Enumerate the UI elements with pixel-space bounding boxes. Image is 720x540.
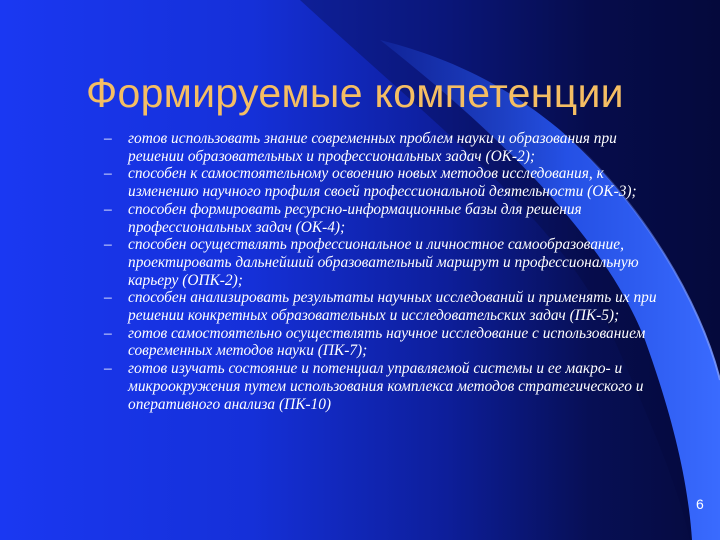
bullet-dash: – (104, 289, 112, 307)
slide-title: Формируемые компетенции (86, 70, 624, 116)
list-item-text: способен формировать ресурсно-информационные базы для решения профессиональных задач (ОК-4); (128, 200, 582, 236)
bullet-dash: – (104, 200, 112, 218)
list-item-text: способен анализировать результаты научных исследований и применять их при решении конкретных образовательных и исследовательских задач (ПК-5); (128, 289, 657, 325)
list-item (104, 201, 664, 236)
list-item-text: способен осуществлять профессиональное и личностное самообразование, проектировать дальнейший образовательный маршрут и профессиональную карьеру (ОПК-2); (128, 236, 639, 289)
list-item (104, 130, 664, 165)
bullet-dash: – (104, 130, 112, 147)
list-item (104, 289, 664, 324)
list-item (104, 360, 664, 413)
page-number: 6 (696, 496, 704, 512)
bullet-dash: – (104, 360, 112, 378)
list-item (104, 325, 664, 360)
bullet-dash: – (104, 165, 112, 183)
list-item-text: способен к самостоятельному освоению новых методов исследования, к изменению научного профиля своей профессиональной деятельности (ОК-3); (128, 165, 637, 201)
list-item (104, 165, 664, 200)
list-item (104, 236, 664, 289)
competencies-list (104, 130, 664, 413)
bullet-dash: – (104, 324, 112, 342)
bullet-dash: – (104, 236, 112, 254)
list-item-text: готов использовать знание современных проблем науки и образования при решении образовательных и профессиональных задач (ОК-2); (128, 130, 617, 165)
list-item-text: готов самостоятельно осуществлять научное исследование с использованием современных методов науки (ПК-7); (128, 324, 646, 360)
list-item-text: готов изучать состояние и потенциал управляемой системы и ее макро- и микроокружения путем использования комплекса методов стратегического и оперативного анализа (ПК-10) (128, 360, 644, 413)
